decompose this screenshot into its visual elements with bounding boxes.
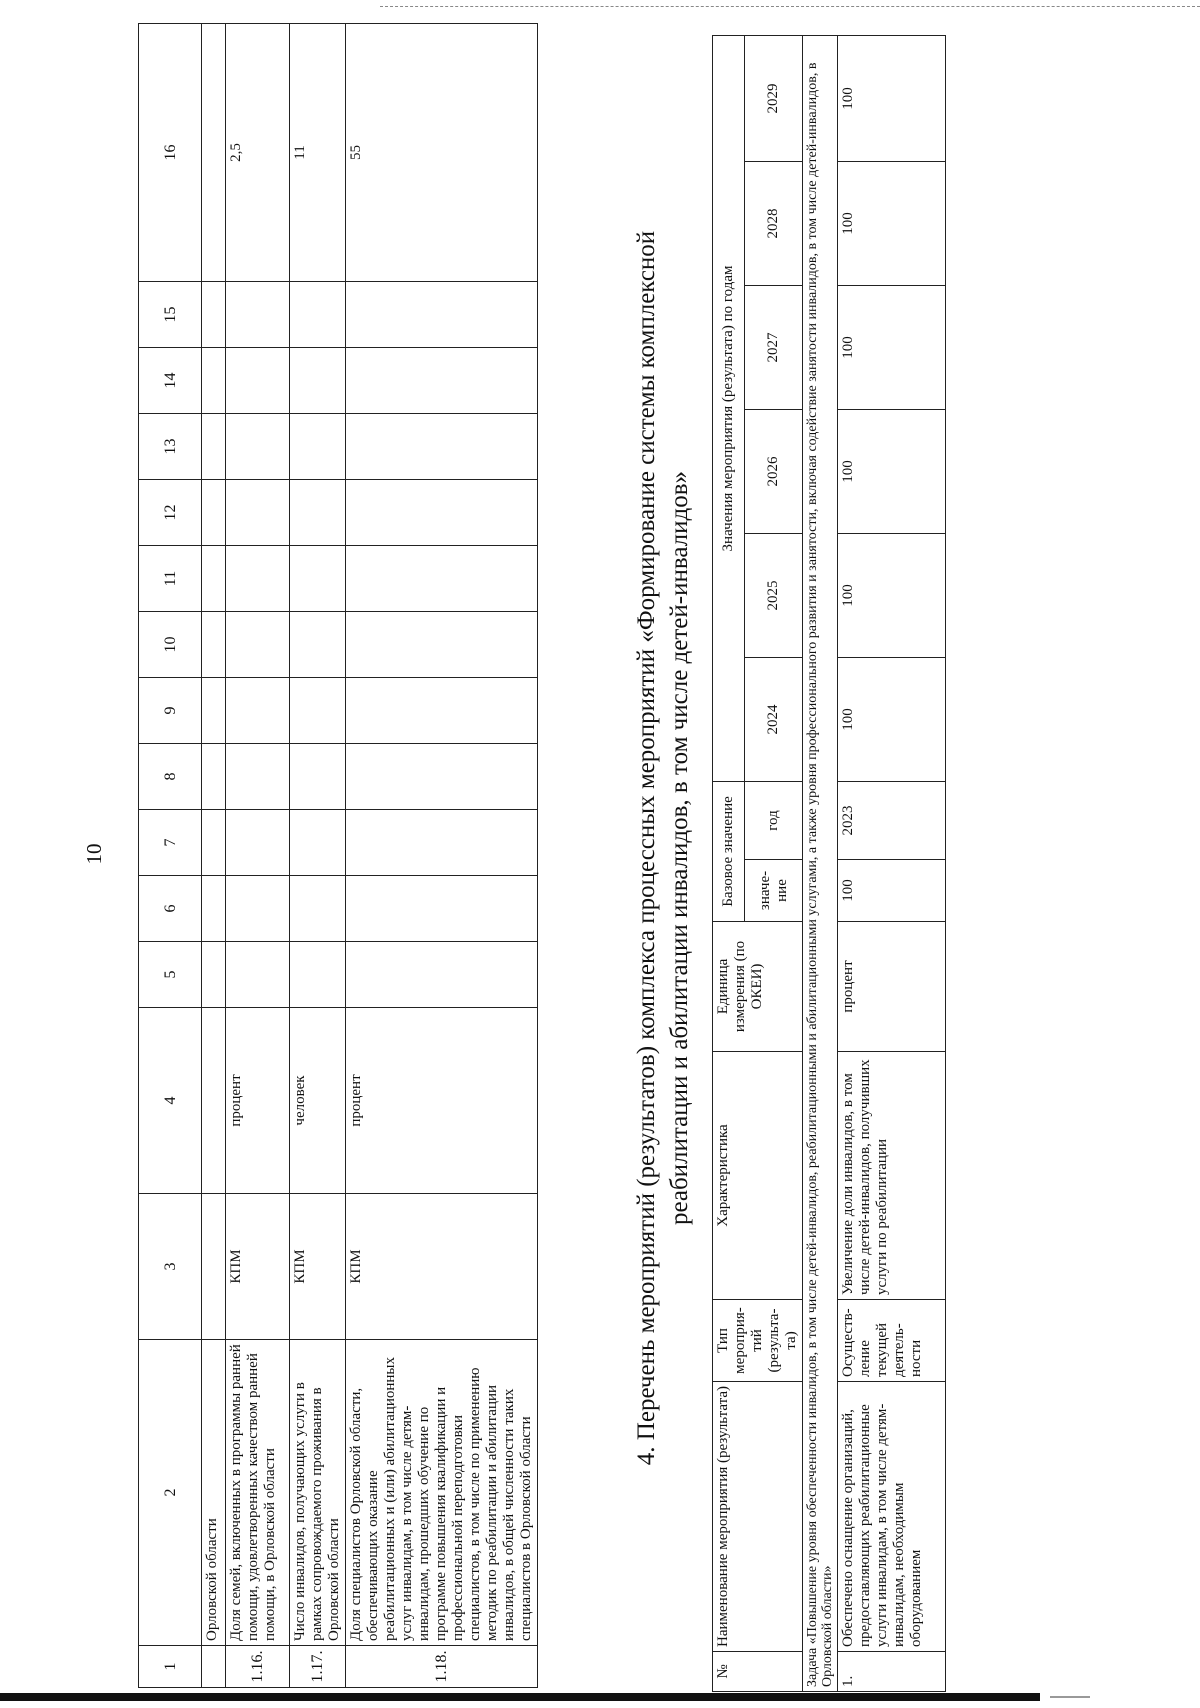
section-title-line: реабилитации и абилитации инвалидов, в том числе детей-инвалидов» <box>666 470 693 1226</box>
section-title <box>630 78 696 1618</box>
column-header: 15 <box>139 282 202 348</box>
measure-name: Обеспечено оснащение организаций, предоставляющих реабилитационные услуги инвалидам, в том числе детям-инвалидам, необходимым оборудованием <box>838 1382 946 1652</box>
indicator-type: КПМ <box>346 1194 538 1340</box>
table-row <box>202 24 226 1688</box>
column-header: 13 <box>139 414 202 480</box>
column-header: 3 <box>139 1194 202 1340</box>
year-value: 100 <box>838 409 946 533</box>
column-header: 14 <box>139 348 202 414</box>
column-header: 5 <box>139 942 202 1008</box>
column-header: 16 <box>139 24 202 282</box>
page-number: 10 <box>82 843 106 865</box>
indicator-type: КПМ <box>290 1194 346 1340</box>
indicator-value: 2,5 <box>226 24 290 282</box>
indicator-name: Доля семей, включенных в программы ранней помощи, удовлетворенных качеством ранней помощи, в Орловской области <box>226 1340 290 1646</box>
column-header-year: 2027 <box>745 285 803 409</box>
section-title-line: 4. Перечень мероприятий (результатов) комплекса процессных мероприятий «Формирование системы комплексной <box>633 230 660 1466</box>
table-cell <box>202 1646 226 1688</box>
measure-unit: процент <box>838 922 946 1052</box>
indicator-value: 11 <box>290 24 346 282</box>
row-number: 1.16. <box>226 1646 290 1688</box>
column-header: 8 <box>139 744 202 810</box>
column-header-year: 2025 <box>745 533 803 657</box>
column-header-year: 2029 <box>745 35 803 161</box>
column-header: 1 <box>139 1646 202 1688</box>
column-header: 6 <box>139 876 202 942</box>
column-header: 10 <box>139 612 202 678</box>
indicator-type: КПМ <box>226 1194 290 1340</box>
table-row <box>226 24 290 1688</box>
base-year: 2023 <box>838 781 946 859</box>
column-header-base-year: год <box>745 781 803 859</box>
region-cell: Орловской области <box>202 1340 226 1646</box>
indicator-unit: процент <box>226 1008 290 1194</box>
indicator-value: 55 <box>346 24 538 282</box>
year-value: 100 <box>838 35 946 161</box>
column-header-year: 2024 <box>745 657 803 781</box>
measure-characteristic: Увеличение доли инвалидов, в том числе детей-инвалидов, получивших услуги по реабилитации <box>838 1052 946 1300</box>
indicator-name: Доля специалистов Орловской области, обеспечивающих оказание реабилитационных и (или) абилитационных услуг инвалидам, в том числе детям-инвалидам, прошедших обучение по программе повышения квалификации и профессиональной переподготовки специалистов, в том числе по применению методик по реабилитации и абилитации инвалидов, в общей численности таких специалистов в Орловской области <box>346 1340 538 1646</box>
column-header-type: Тип мероприя-тий (результа-та) <box>713 1300 803 1382</box>
column-header-year: 2026 <box>745 409 803 533</box>
column-header-unit: Единица измерения (по ОКЕИ) <box>713 922 803 1052</box>
row-number: 1. <box>838 1652 946 1692</box>
column-header-characteristic: Характеристика <box>713 1052 803 1300</box>
column-header: 11 <box>139 546 202 612</box>
indicators-table <box>138 23 538 1688</box>
task-text: Задача «Повышение уровня обеспеченности инвалидов, в том числе детей-инвалидов, реабилитационными и абилитационными услугами, а также уровня профессионального развития и занятости, включая содействие занятости инвалидов, в том числе детей-инвалидов, в Орловской области» <box>803 35 838 1691</box>
table-row <box>838 35 946 1691</box>
column-header: 4 <box>139 1008 202 1194</box>
column-header-base: Базовое значение <box>713 781 745 921</box>
measures-table <box>712 35 946 1692</box>
column-header: 2 <box>139 1340 202 1646</box>
row-number: 1.18. <box>346 1646 538 1688</box>
column-header: 7 <box>139 810 202 876</box>
column-header: 12 <box>139 480 202 546</box>
year-value: 100 <box>838 657 946 781</box>
year-value: 100 <box>838 533 946 657</box>
column-header-base-value: значе-ние <box>745 860 803 922</box>
column-header-year: 2028 <box>745 161 803 285</box>
column-header-number: № <box>713 1652 803 1692</box>
indicator-unit: человек <box>290 1008 346 1194</box>
row-number: 1.17. <box>290 1646 346 1688</box>
column-header: 9 <box>139 678 202 744</box>
indicator-unit: процент <box>346 1008 538 1194</box>
task-row <box>803 35 838 1691</box>
column-header-values: Значения мероприятия (результата) по годам <box>713 35 745 781</box>
table-row <box>290 24 346 1688</box>
measure-type: Осуществ-ление текущей деятель-ности <box>838 1300 946 1382</box>
year-value: 100 <box>838 285 946 409</box>
indicator-name: Число инвалидов, получающих услуги в рамках сопровождаемого проживания в Орловской области <box>290 1340 346 1646</box>
table-header-row <box>713 35 745 1691</box>
column-header-name: Наименование мероприятия (результата) <box>713 1382 803 1652</box>
base-value: 100 <box>838 860 946 922</box>
year-value: 100 <box>838 161 946 285</box>
table-row <box>346 24 538 1688</box>
table-header-row <box>139 24 202 1688</box>
